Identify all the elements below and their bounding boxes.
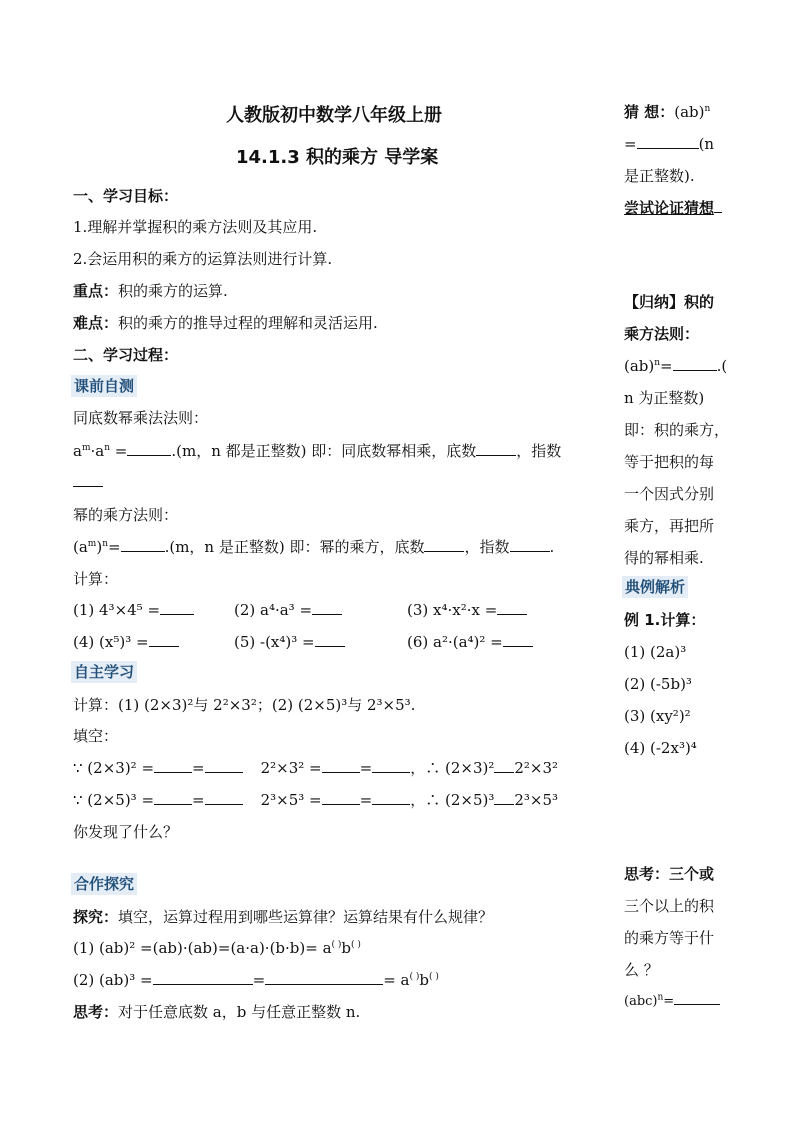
problem-1: (1) 4³×4⁵ = [73, 600, 194, 620]
side-summary-3: (ab)$^n$= .( [624, 357, 728, 375]
goal-2: 2.会运用积的乘方的运算法则进行计算. [73, 250, 333, 268]
think-label: 思考： [73, 1003, 119, 1021]
side-guess-2: = (n [624, 135, 715, 153]
explore-1: (1) (ab)² =(ab)·(ab)=(a·a)·(b·b)= a( )b( ) [73, 939, 361, 957]
explore-2: (2) (ab)³ = = = a( )b( ) [73, 971, 439, 989]
section-tag-explore: 合作探究 [71, 873, 137, 895]
blank[interactable] [424, 537, 464, 552]
rule2-title: 幂的乘方法则： [73, 506, 179, 524]
side-summary-8: 乘方，再把所 [624, 517, 715, 535]
blank[interactable] [510, 537, 550, 552]
side-summary-7: 一个因式分别 [624, 485, 715, 503]
calc-label: 计算： [73, 570, 119, 588]
page-subtitle: 14.1.3 积的乘方 导学案 [236, 147, 439, 168]
blank[interactable] [154, 790, 192, 805]
blank[interactable] [73, 472, 103, 487]
fill-line-1: ∵ (2×3)² = = 2²×3² = = ，∴ (2×3)² 2²×3² [73, 759, 559, 777]
difficult-point-label: 难点： [73, 314, 119, 332]
section-heading-goals: 一、学习目标： [73, 187, 179, 205]
side-q1: (1) (2a)³ [624, 643, 687, 661]
side-summary-1: 【归纳】积的 [624, 293, 715, 311]
blank[interactable] [205, 758, 243, 773]
page-title: 人教版初中数学八年级上册 [226, 105, 442, 126]
blank[interactable] [154, 758, 192, 773]
explore-text: 填空，运算过程用到哪些运算律？运算结果有什么规律？ [118, 908, 494, 926]
side-think-4: 么 ？ [624, 961, 659, 979]
problem-2: (2) a⁴·a³ = [234, 600, 342, 620]
side-proof: 尝试论证猜想 [624, 192, 722, 224]
key-point [73, 281, 228, 301]
section-tag-selfstudy: 自主学习 [71, 661, 137, 683]
rule1-cont [73, 472, 103, 492]
calc2: 计算：(1) (2×3)²与 2²×3²；(2) (2×5)³与 2³×5³. [73, 696, 416, 714]
rule1-line: $a^m\cdot a^n = .(m$，n 都是正整数) 即：同底数幂相乘，底数 ，指数 [73, 442, 562, 460]
key-point-text: 积的乘方的运算. [118, 282, 228, 300]
side-summary-5: 即：积的乘方， [624, 421, 730, 439]
blank[interactable] [322, 758, 360, 773]
section-tag-pretest: 课前自测 [71, 375, 137, 397]
fill-line-2: ∵ (2×5)³ = = 2³×5³ = = ，∴ (2×5)³ 2³×5³ [73, 791, 559, 809]
blank[interactable] [637, 134, 699, 149]
blank[interactable] [322, 790, 360, 805]
blank[interactable] [315, 632, 345, 647]
blank[interactable] [494, 790, 514, 805]
difficult-point-text: 积的乘方的推导过程的理解和灵活运用. [118, 314, 378, 332]
blank[interactable] [205, 790, 243, 805]
side-think-2: 三个以上的积 [624, 897, 715, 915]
section-heading-process: 二、学习过程： [73, 346, 179, 364]
difficult-point [73, 313, 378, 333]
side-guess-3: 是正整数). [624, 167, 695, 185]
side-q3: (3) (xy²)² [624, 707, 691, 725]
blank[interactable] [153, 970, 253, 985]
explore-line [73, 907, 493, 927]
side-summary-9: 得的幂相乘. [624, 549, 704, 567]
problem-3: (3) x⁴·x²·x = [407, 600, 527, 620]
rule2-line: $(a^m)^n= .(m$，n 是正整数) 即：幂的乘方，底数 ，指数 . [73, 538, 555, 556]
blank[interactable] [503, 632, 533, 647]
problem-6: (6) a²·(a⁴)² = [407, 632, 533, 652]
side-think-5: (abc)$^n$= [624, 986, 720, 1018]
blank[interactable] [127, 441, 171, 456]
blank[interactable] [476, 441, 516, 456]
blank[interactable] [372, 758, 410, 773]
blank[interactable] [121, 537, 165, 552]
goal-1: 1.理解并掌握积的乘方法则及其应用. [73, 218, 318, 236]
blank[interactable] [494, 758, 514, 773]
rule1-title: 同底数幂乘法法则： [73, 409, 209, 427]
problem-4: (4) (x⁵)³ = [73, 632, 179, 652]
explore-label: 探究： [73, 908, 119, 926]
blank[interactable] [312, 600, 342, 615]
side-tag-examples: 典例解析 [622, 576, 688, 598]
blank[interactable] [149, 632, 179, 647]
blank[interactable] [674, 990, 720, 1005]
side-think-3: 的乘方等于什 [624, 929, 715, 947]
side-summary-2: 乘方法则： [624, 325, 700, 343]
blank[interactable] [372, 790, 410, 805]
side-think-1: 思考：三个或 [624, 865, 715, 883]
think-line [73, 1002, 360, 1022]
blank[interactable] [497, 600, 527, 615]
blank[interactable] [673, 356, 717, 371]
side-summary-4: n 为正整数) [624, 389, 705, 407]
found-question: 你发现了什么？ [73, 823, 179, 841]
think-text: 对于任意底数 a，b 与任意正整数 n. [118, 1003, 361, 1021]
key-point-label: 重点： [73, 282, 119, 300]
blank[interactable] [265, 970, 383, 985]
side-guess: 猜 想：(ab)$^n$ [624, 103, 711, 121]
problem-5: (5) -(x⁴)³ = [234, 632, 345, 652]
side-example-1: 例 1.计算： [624, 611, 706, 629]
fill-label: 填空： [73, 727, 119, 745]
side-summary-6: 等于把积的每 [624, 453, 715, 471]
blank[interactable] [160, 600, 194, 615]
side-q2: (2) (-5b)³ [624, 675, 692, 693]
side-q4: (4) (-2x³)⁴ [624, 739, 697, 757]
